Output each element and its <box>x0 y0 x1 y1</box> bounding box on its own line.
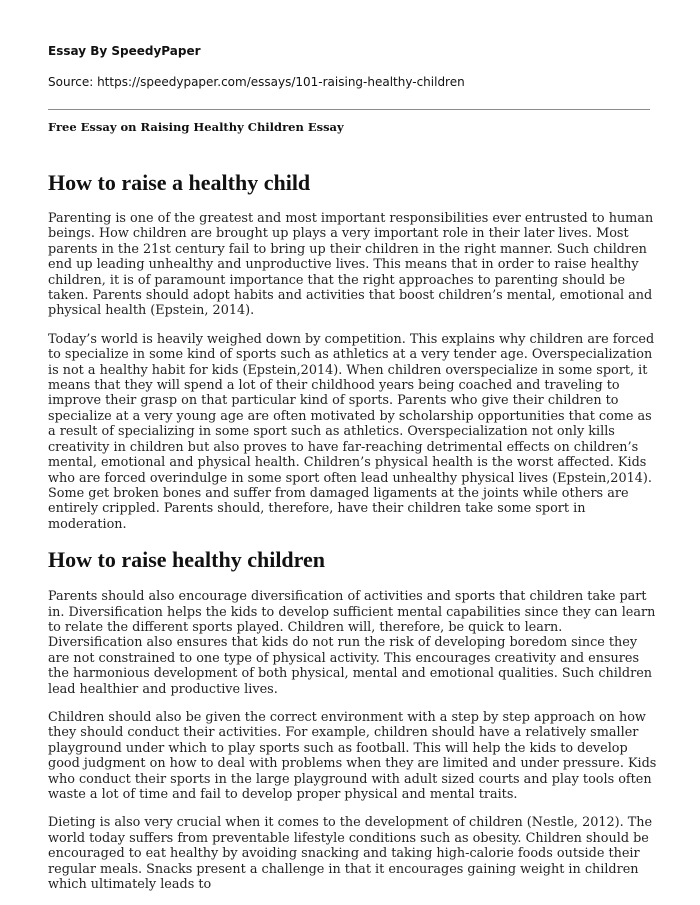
essay-body <box>48 168 658 905</box>
paragraph: Children should also be given the correct environment with a step by step approach on how they should conduct their activities. For example, children should have a relatively smaller playground under which to play sports such as football. This will help the kids to develop good judgment on how to deal with problems when they are limited and under pressure. Kids who conduct their sports in the large playground with adult sized courts and play tools often waste a lot of time and fail to develop proper physical and mental traits. <box>48 709 657 802</box>
section-heading: How to raise a healthy child <box>48 170 311 195</box>
divider <box>48 109 650 110</box>
source-line <box>48 75 465 89</box>
paragraph: Parents should also encourage diversification of activities and sports that children take part in. Diversification helps the kids to develop sufficient mental capabilities since they can learn to relate the different sports played. Children will, therefore, be quick to learn. Diversification also ensures that kids do not run the risk of developing boredom since they are not constrained to one type of physical activity. This encourages creativity and ensures the harmonious development of both physical, mental and emotional qualities. Such children lead healthier and productive lives. <box>48 589 656 697</box>
source-link[interactable]: https://speedypaper.com/essays/101-raising-healthy-children <box>97 75 465 89</box>
section-heading: How to raise healthy children <box>48 547 326 573</box>
paragraph: Dieting is also very crucial when it comes to the development of children (Nestle, 2012). The world today suffers from preventable lifestyle conditions such as obesity. Children should be encouraged to eat healthy by avoiding snacking and taking high-calorie foods outside their regular meals. Snacks present a challenge in that it encourages gaining weight in children which ultimately leads to <box>48 815 653 893</box>
paragraph: Parenting is one of the greatest and most important responsibilities ever entrusted to human beings. How children are brought up plays a very important role in their later lives. Most parents in the 21st century fail to bring up their children in the right manner. Such children end up leading unhealthy and unproductive lives. This means that in order to raise healthy children, it is of paramount importance that the right approaches to parenting should be taken. Parents should adopt habits and activities that boost children’s mental, emotional and physical health (Epstein, 2014). <box>48 211 654 319</box>
essay-title: Free Essay on Raising Healthy Children Essay <box>48 120 344 134</box>
paragraph: Today’s world is heavily weighed down by competition. This explains why children are forced to specialize in some kind of sports such as athletics at a very tender age. Overspecialization is not a healthy habit for kids (Epstein,2014). When children overspecialize in some sport, it means that they will spend a lot of their childhood years being coached and traveling to improve their grasp on that particular kind of sports. Parents who give their children to specialize at a very young age are often motivated by scholarship opportunities that come as a result of specializing in some sport such as athletics. Overspecialization not only kills creativity in children but also proves to have far-reaching detrimental effects on children’s mental, emotional and physical health. Children’s physical health is the worst affected. Kids who are forced overindulge in some sport often lead unhealthy physical lives (Epstein,2014). Some get broken bones and suffer from damaged ligaments at the joints while others are entirely crippled. Parents should, therefore, have their children take some sport in moderation. <box>48 331 655 532</box>
source-label: Source: <box>48 75 98 89</box>
brand-label: Essay By SpeedyPaper <box>48 44 201 58</box>
